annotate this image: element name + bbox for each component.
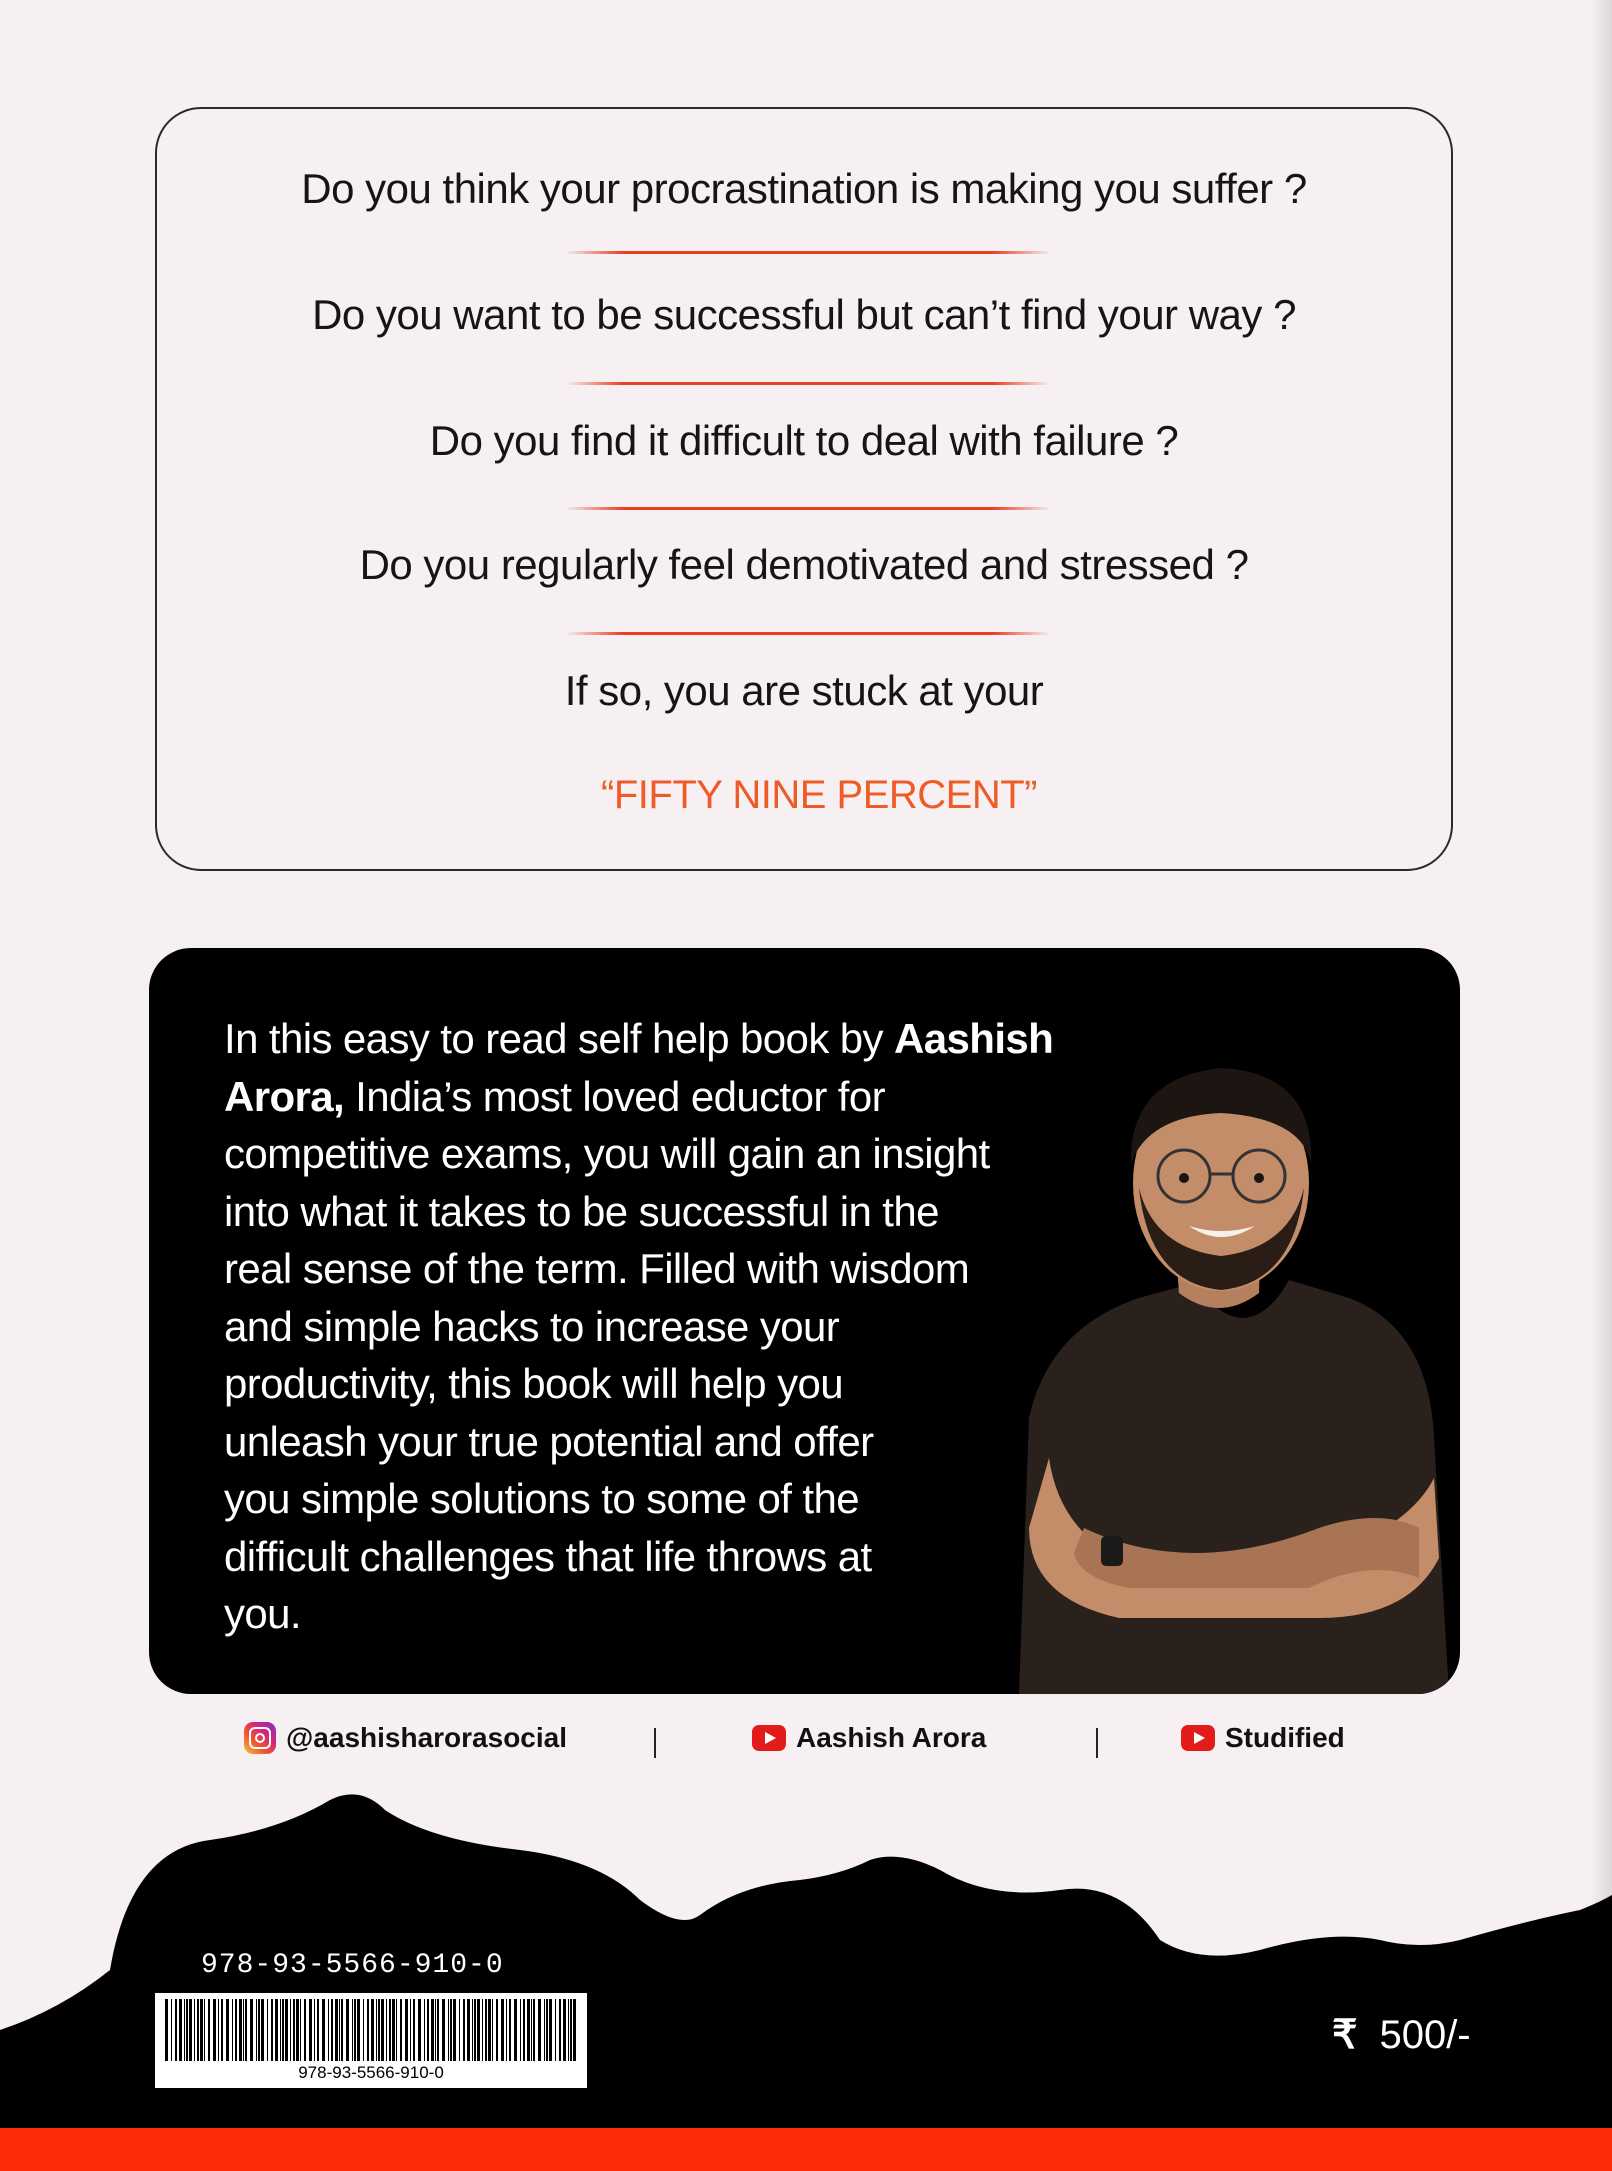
author-first-name: Aashish <box>894 1015 1054 1062</box>
question-procrastination: Do you think your procrastination is making you suffer ? <box>301 165 1307 212</box>
bio-text-segment: In this easy to read self help book by <box>224 1015 895 1062</box>
barcode-number: 978-93-5566-910-0 <box>298 2063 444 2082</box>
youtube-link-aashish-arora[interactable] <box>752 1722 986 1754</box>
price-tag <box>1332 2012 1471 2058</box>
questions-box <box>155 107 1453 871</box>
youtube-link-studified[interactable] <box>1181 1722 1345 1754</box>
instagram-handle: @aashisharorasocial <box>286 1722 567 1753</box>
instagram-icon <box>244 1722 276 1754</box>
author-last-name: Arora, <box>224 1072 345 1120</box>
social-divider <box>654 1728 656 1758</box>
conclusion-text: If so, you are stuck at your <box>564 667 1044 714</box>
isbn-barcode <box>155 1993 587 2088</box>
instagram-link[interactable] <box>244 1722 567 1754</box>
bio-text-segment: India’s most loved eductor for <box>344 1072 886 1120</box>
bio-line: and simple hacks to increase your <box>224 1302 840 1350</box>
book-title-quote: “FIFTY NINE PERCENT” <box>601 773 1037 817</box>
bio-line: unleash your true potential and offer <box>224 1417 874 1465</box>
question-failure: Do you find it difficult to deal with failure ? <box>429 417 1179 464</box>
bio-line: you. <box>224 1590 301 1637</box>
bio-line: real sense of the term. Filled with wisdom <box>224 1245 970 1292</box>
author-portrait <box>989 1058 1449 1694</box>
youtube-channel-name: Aashish Arora <box>796 1722 987 1753</box>
price-value: 500/- <box>1379 2012 1471 2057</box>
bio-line: into what it takes to be successful in the <box>224 1187 939 1235</box>
rupee-icon: ₹ <box>1332 2013 1358 2057</box>
youtube-icon <box>1181 1725 1215 1751</box>
question-demotivated: Do you regularly feel demotivated and stressed ? <box>359 541 1249 588</box>
author-bio-panel <box>149 948 1460 1694</box>
bottom-red-bar <box>0 2128 1612 2171</box>
barcode-bars <box>163 1999 579 2061</box>
social-divider <box>1096 1728 1098 1758</box>
question-separator <box>565 382 1051 385</box>
question-success: Do you want to be successful but can’t find your way ? <box>312 291 1296 338</box>
bio-line: difficult challenges that life throws at <box>224 1532 872 1580</box>
question-separator <box>565 632 1051 635</box>
youtube-channel-name: Studified <box>1225 1722 1345 1753</box>
social-links-row <box>0 1722 1612 1766</box>
bio-line: competitive exams, you will gain an insight <box>224 1130 990 1177</box>
bio-line: productivity, this book will help you <box>224 1360 843 1407</box>
question-separator <box>565 251 1051 254</box>
youtube-icon <box>752 1725 786 1751</box>
bio-line: you simple solutions to some of the <box>224 1475 860 1522</box>
isbn-number: 978-93-5566-910-0 <box>201 1950 504 1981</box>
question-separator <box>565 507 1051 510</box>
